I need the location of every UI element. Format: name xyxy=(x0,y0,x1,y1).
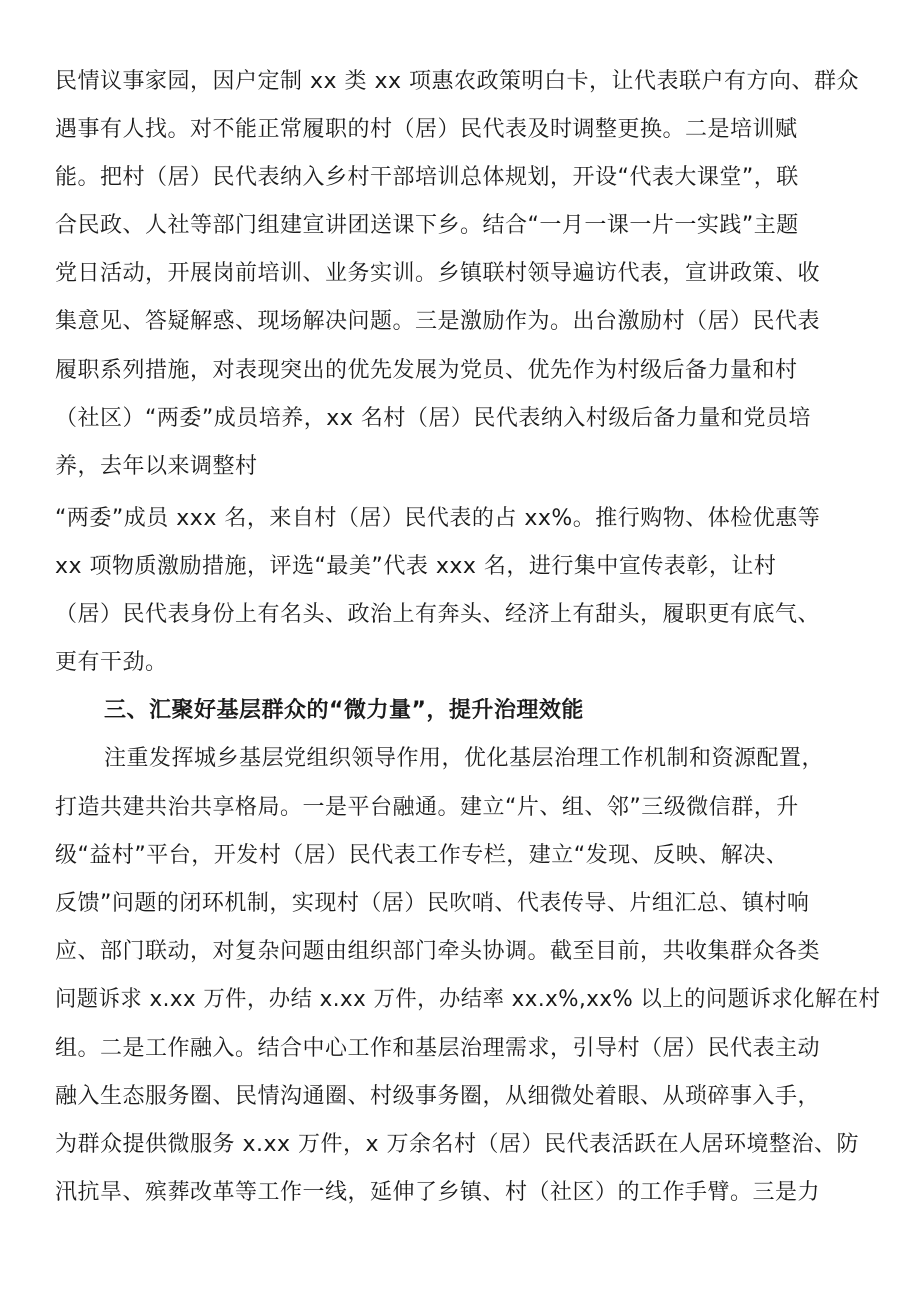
text-line: 汛抗旱、殡葬改革等工作一线，延伸了乡镇、村（社区）的工作手臂。三是力 xyxy=(55,1180,821,1205)
section-heading: 三、汇聚好基层群众的“微力量”，提升治理效能 xyxy=(104,698,584,723)
text-line: （社区）“两委”成员培养，xx 名村（居）民代表纳入村级后备力量和党员培 xyxy=(55,406,811,431)
text-line: 融入生态服务圈、民情沟通圈、村级事务圈，从细微处着眼、从琐碎事入手， xyxy=(55,1084,821,1109)
text-line: 党日活动，开展岗前培训、业务实训。乡镇联村领导遍访代表，宣讲政策、收 xyxy=(55,261,821,286)
text-line: 遇事有人找。对不能正常履职的村（居）民代表及时调整更换。二是培训赋 xyxy=(55,117,798,142)
text-line: （居）民代表身份上有名头、政治上有奔头、经济上有甜头，履职更有底气、 xyxy=(55,602,821,627)
text-line: 履职系列措施，对表现突出的优先发展为党员、优先作为村级后备力量和村 xyxy=(55,358,798,383)
text-line: 养，去年以来调整村 xyxy=(55,454,258,479)
text-line: 组。二是工作融入。结合中心工作和基层治理需求，引导村（居）民代表主动 xyxy=(55,1036,821,1061)
text-line: 为群众提供微服务 x.xx 万件，x 万余名村（居）民代表活跃在人居环境整治、防 xyxy=(55,1132,860,1157)
text-line: 民情议事家园，因户定制 xx 类 xx 项惠农政策明白卡，让代表联户有方向、群众 xyxy=(55,69,860,94)
text-line: 问题诉求 x.xx 万件，办结 x.xx 万件，办结率 xx.x%,xx% 以上的问题诉求化解在村 xyxy=(55,987,881,1012)
text-line: 打造共建共治共享格局。一是平台融通。建立“片、组、邻”三级微信群，升 xyxy=(55,795,799,820)
text-line: 级“益村”平台，开发村（居）民代表工作专栏，建立“发现、反映、解决、 xyxy=(55,843,789,868)
text-line: 反馈”问题的闭环机制，实现村（居）民吹哨、代表传导、片组汇总、镇村响 xyxy=(55,891,810,916)
text-line: 合民政、人社等部门组建宣讲团送课下乡。结合“一月一课一片一实践”主题 xyxy=(55,213,799,238)
text-line: “两委”成员 xxx 名，来自村（居）民代表的占 xx%。推行购物、体检优惠等 xyxy=(55,506,821,531)
text-line: 能。把村（居）民代表纳入乡村干部培训总体规划，开设“代表大课堂”，联 xyxy=(55,165,799,190)
text-line: xx 项物质激励措施，评选“最美”代表 xxx 名，进行集中宣传表彰，让村 xyxy=(55,554,777,579)
text-line: 注重发挥城乡基层党组织领导作用，优化基层治理工作机制和资源配置， xyxy=(104,746,825,771)
text-line: 更有干劲。 xyxy=(55,650,168,675)
text-line: 应、部门联动，对复杂问题由组织部门牵头协调。截至目前，共收集群众各类 xyxy=(55,939,821,964)
text-line: 集意见、答疑解惑、现场解决问题。三是激励作为。出台激励村（居）民代表 xyxy=(55,309,821,334)
